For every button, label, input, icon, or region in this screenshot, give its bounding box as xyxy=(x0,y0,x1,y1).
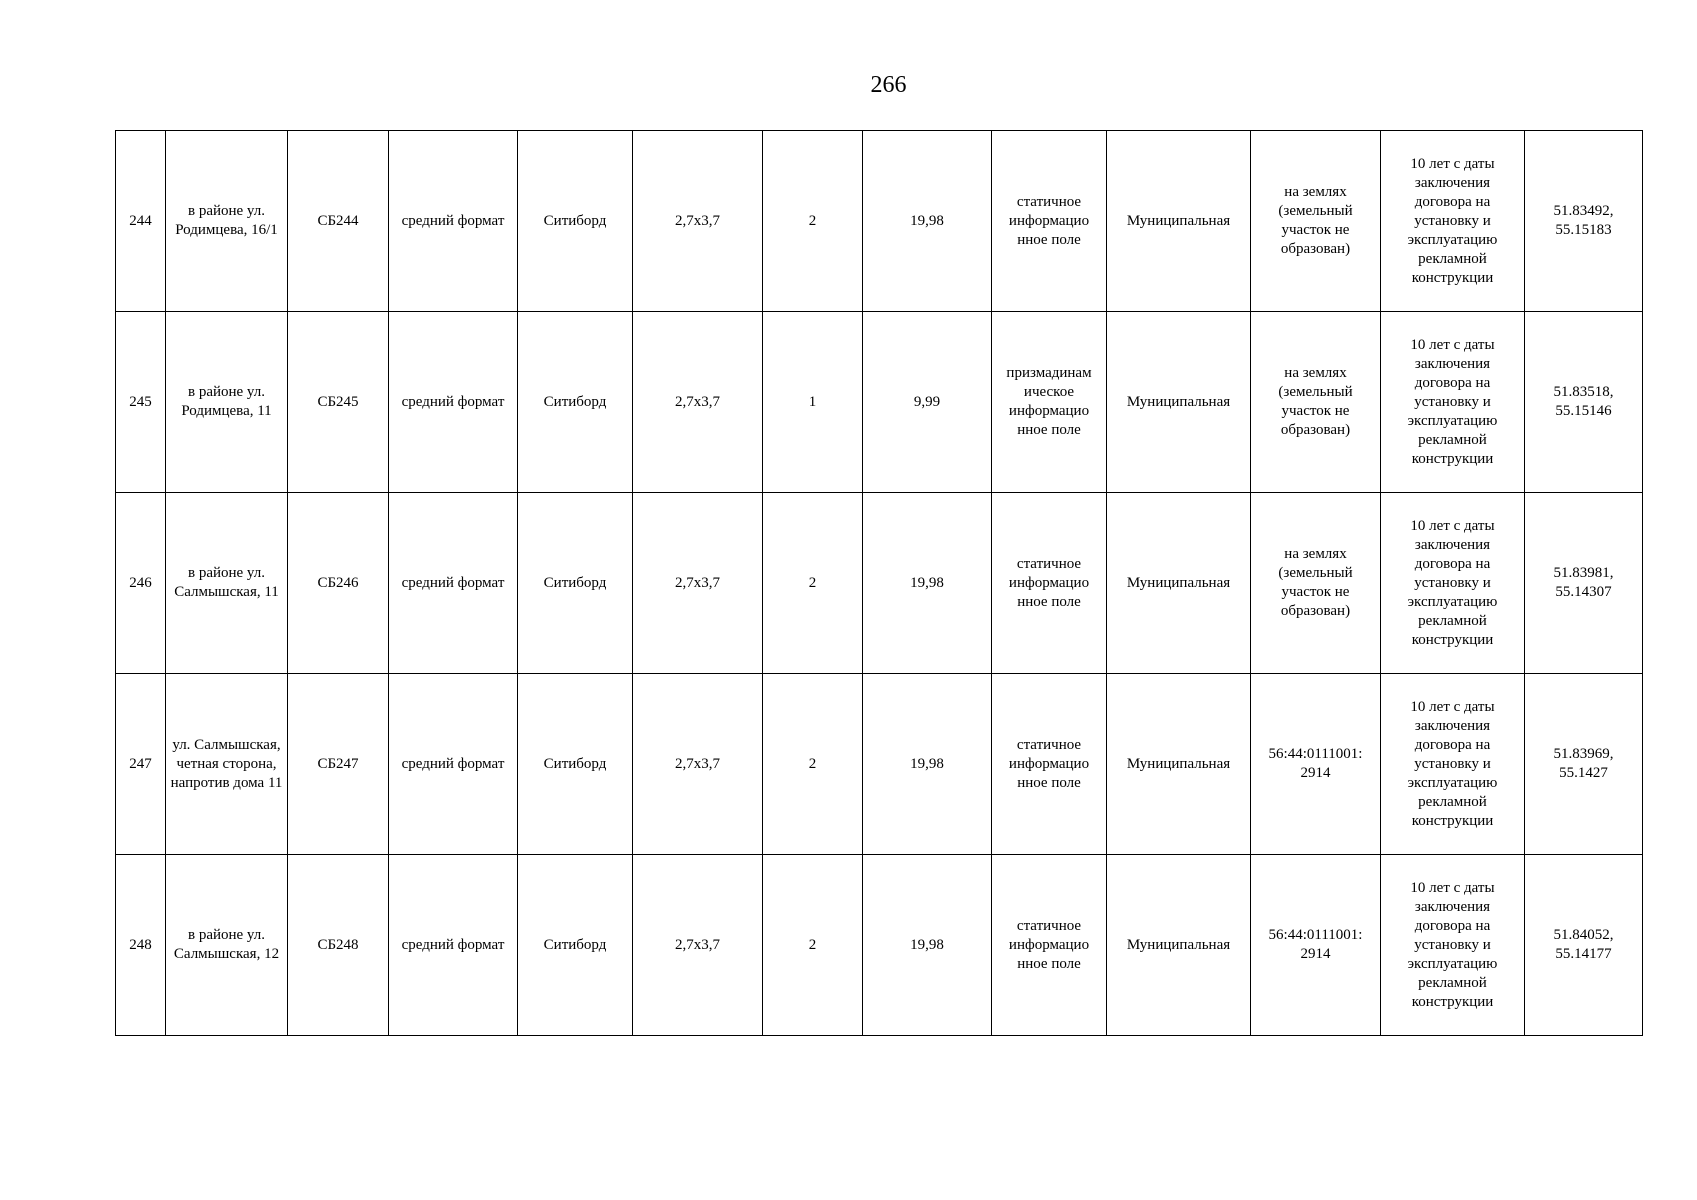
term-cell: 10 лет с даты заключения договора на установку и эксплуатацию рекламной конструкции xyxy=(1381,855,1525,1036)
coordinates-cell: 51.83969, 55.1427 xyxy=(1525,674,1643,855)
code-cell: СБ244 xyxy=(288,131,389,312)
type-cell: Ситиборд xyxy=(518,855,633,1036)
table-row xyxy=(116,131,1643,312)
code-cell: СБ247 xyxy=(288,674,389,855)
area-cell: 19,98 xyxy=(863,674,992,855)
ownership-cell: Муниципальная xyxy=(1107,312,1251,493)
sides-cell: 2 xyxy=(763,493,863,674)
format-cell: средний формат xyxy=(389,855,518,1036)
info-field-cell: статичное информацио нное поле xyxy=(992,493,1107,674)
land-cell: 56:44:0111001: 2914 xyxy=(1251,674,1381,855)
term-cell: 10 лет с даты заключения договора на установку и эксплуатацию рекламной конструкции xyxy=(1381,674,1525,855)
size-cell: 2,7х3,7 xyxy=(633,674,763,855)
land-cell: 56:44:0111001: 2914 xyxy=(1251,855,1381,1036)
table-row xyxy=(116,674,1643,855)
coordinates-cell: 51.83492, 55.15183 xyxy=(1525,131,1643,312)
info-field-cell: статичное информацио нное поле xyxy=(992,131,1107,312)
address-cell: в районе ул. Родимцева, 16/1 xyxy=(166,131,288,312)
ownership-cell: Муниципальная xyxy=(1107,674,1251,855)
row-number: 247 xyxy=(116,674,166,855)
coordinates-cell: 51.83518, 55.15146 xyxy=(1525,312,1643,493)
code-cell: СБ245 xyxy=(288,312,389,493)
type-cell: Ситиборд xyxy=(518,312,633,493)
row-number: 246 xyxy=(116,493,166,674)
format-cell: средний формат xyxy=(389,493,518,674)
type-cell: Ситиборд xyxy=(518,493,633,674)
term-cell: 10 лет с даты заключения договора на установку и эксплуатацию рекламной конструкции xyxy=(1381,131,1525,312)
code-cell: СБ248 xyxy=(288,855,389,1036)
sides-cell: 2 xyxy=(763,855,863,1036)
row-number: 245 xyxy=(116,312,166,493)
row-number: 248 xyxy=(116,855,166,1036)
info-field-cell: статичное информацио нное поле xyxy=(992,855,1107,1036)
sides-cell: 2 xyxy=(763,131,863,312)
code-cell: СБ246 xyxy=(288,493,389,674)
size-cell: 2,7х3,7 xyxy=(633,493,763,674)
format-cell: средний формат xyxy=(389,312,518,493)
format-cell: средний формат xyxy=(389,674,518,855)
advertising-structures-table xyxy=(115,130,1643,1036)
format-cell: средний формат xyxy=(389,131,518,312)
area-cell: 19,98 xyxy=(863,131,992,312)
land-cell: на землях (земельный участок не образован) xyxy=(1251,493,1381,674)
type-cell: Ситиборд xyxy=(518,674,633,855)
size-cell: 2,7х3,7 xyxy=(633,855,763,1036)
area-cell: 19,98 xyxy=(863,855,992,1036)
address-cell: ул. Салмышская, четная сторона, напротив дома 11 xyxy=(166,674,288,855)
area-cell: 19,98 xyxy=(863,493,992,674)
sides-cell: 2 xyxy=(763,674,863,855)
term-cell: 10 лет с даты заключения договора на установку и эксплуатацию рекламной конструкции xyxy=(1381,312,1525,493)
page-number: 266 xyxy=(870,72,907,98)
coordinates-cell: 51.84052, 55.14177 xyxy=(1525,855,1643,1036)
row-number: 244 xyxy=(116,131,166,312)
table-row xyxy=(116,855,1643,1036)
size-cell: 2,7х3,7 xyxy=(633,131,763,312)
table-row xyxy=(116,493,1643,674)
coordinates-cell: 51.83981, 55.14307 xyxy=(1525,493,1643,674)
land-cell: на землях (земельный участок не образован) xyxy=(1251,131,1381,312)
size-cell: 2,7х3,7 xyxy=(633,312,763,493)
area-cell: 9,99 xyxy=(863,312,992,493)
type-cell: Ситиборд xyxy=(518,131,633,312)
address-cell: в районе ул. Салмышская, 12 xyxy=(166,855,288,1036)
ownership-cell: Муниципальная xyxy=(1107,855,1251,1036)
address-cell: в районе ул. Родимцева, 11 xyxy=(166,312,288,493)
info-field-cell: статичное информацио нное поле xyxy=(992,674,1107,855)
info-field-cell: призмадинам ическое информацио нное поле xyxy=(992,312,1107,493)
land-cell: на землях (земельный участок не образован) xyxy=(1251,312,1381,493)
table-row xyxy=(116,312,1643,493)
sides-cell: 1 xyxy=(763,312,863,493)
ownership-cell: Муниципальная xyxy=(1107,131,1251,312)
term-cell: 10 лет с даты заключения договора на установку и эксплуатацию рекламной конструкции xyxy=(1381,493,1525,674)
address-cell: в районе ул. Салмышская, 11 xyxy=(166,493,288,674)
ownership-cell: Муниципальная xyxy=(1107,493,1251,674)
